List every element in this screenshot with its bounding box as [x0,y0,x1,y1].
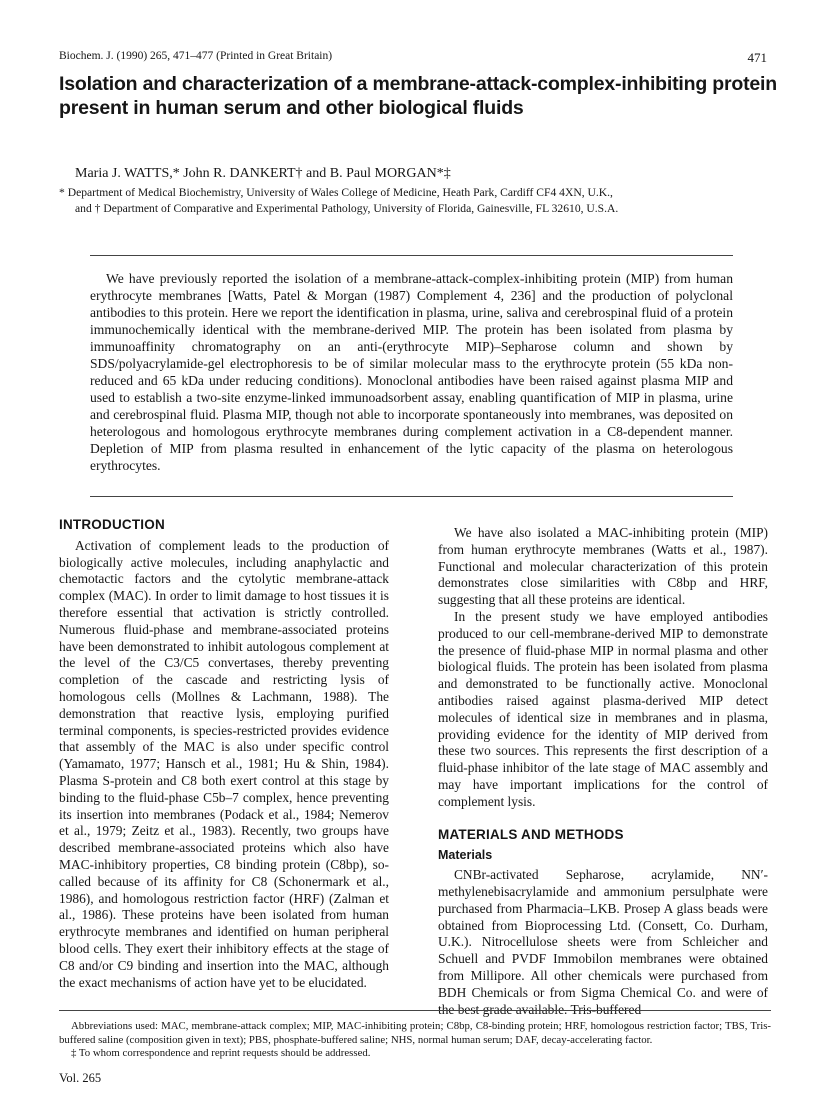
abstract-bottom-rule [90,496,733,497]
left-column [59,517,389,991]
running-header [59,50,767,66]
abstract-top-rule [90,255,733,256]
author-list: Maria J. WATTS,* John R. DANKERT† and B. Paul MORGAN*‡ [75,166,451,181]
footnote-rule [59,1010,771,1011]
materials-paragraph: CNBr-activated Sepharose, acrylamide, NN′-methylenebisacrylamide and ammonium persulphate were purchased from Pharmacia–LKB. Prosep A glass beads were obtained from Bioprocessing Ltd. (Consett, Co. Durham, U.K.). Nitrocellulose sheets were from Schleicher and Schuell and PVDF Immobilon membranes were obtained from Millipore. All other chemicals were purchased from BDH Chemicals or from Sigma Chemical Co. and were of the best grade available. Tris-buffered [438,867,768,1017]
right-paragraph-2: In the present study we have employed antibodies produced to our cell-membrane-derived MIP to demonstrate the presence of fluid-phase MIP in normal plasma and other biological fluids. The protein has been isolated from plasma and demonstrated to be functionally active. Monoclonal antibodies raised against plasma-derived MIP detect molecules of identical size in membranes and in plasma, providing evidence for the identity of MIP derived from these two sources. This represents the first description of a fluid-phase inhibitor of the late stage of MAC assembly and may have important implications for the control of complement lysis. [438,608,768,809]
affiliation-2: and † Department of Comparative and Experimental Pathology, University of Florida, Gainesville, FL 32610, U.S.A. [75,202,619,215]
affiliations [59,185,779,217]
volume-footer: Vol. 265 [59,1071,102,1085]
journal-citation: Biochem. J. (1990) 265, 471–477 (Printed in Great Britain) [59,50,333,62]
abbreviations-footnote: Abbreviations used: MAC, membrane-attack complex; MIP, MAC-inhibiting protein; C8bp, C8-binding protein; HRF, homologous restriction factor; TBS, Tris-buffered saline (composition given in text); PBS, phosphate-buffered saline; NHS, normal human serum; DAF, decay-accelerating factor. [59,1020,771,1046]
article-title: Isolation and characterization of a membrane-attack-complex-inhibiting protein present in human serum and other biological fluids [59,73,777,119]
affiliation-1: * Department of Medical Biochemistry, University of Wales College of Medicine, Heath Park, Cardiff CF4 4XN, U.K., [59,186,613,199]
right-paragraph-1: We have also isolated a MAC-inhibiting protein (MIP) from human erythrocyte membranes (Watts et al., 1987). Functional and molecular characterization of this protein demonstrates close similarities with C8bp and HRF, suggesting that all these proteins are identical. [438,525,768,608]
right-column [438,525,768,1018]
introduction-heading: INTRODUCTION [59,517,165,532]
abstract: We have previously reported the isolation of a membrane-attack-complex-inhibiting protein (MIP) from human erythrocyte membranes [Watts, Patel & Morgan (1987) Complement 4, 236] and the production of polyclonal antibodies to this protein. Here we report the identification in plasma, urine, saliva and cerebrospinal fluid of a protein immunochemically identical with the membrane-derived MIP. The protein has been isolated from plasma by immunoaffinity chromatography on an anti-(erythrocyte MIP)–Sepharose column and shown by SDS/polyacrylamide-gel electrophoresis to be of similar molecular mass to the erythrocyte protein (55 kDa non-reduced and 65 kDa under reducing conditions). Monoclonal antibodies have been raised against plasma MIP and used to establish a two-site enzyme-linked immunoadsorbent assay, enabling quantification of MIP in plasma, urine and cerebrospinal fluid. Plasma MIP, though not able to incorporate spontaneously into membranes, was deposited on heterologous and homologous erythrocyte membranes during complement activation in a C8-dependent manner. Depletion of MIP from plasma resulted in enhancement of the lytic capacity of the plasma on heterologous erythrocytes. [90,271,733,473]
footnotes [59,1020,771,1061]
methods-heading: MATERIALS AND METHODS [438,826,624,842]
introduction-paragraph: Activation of complement leads to the production of biologically active molecules, including anaphylactic and chemotactic factors and the cytolytic membrane-attack complex (MAC). In order to limit damage to host tissues it is therefore essential that activation is strictly controlled. Numerous fluid-phase and membrane-associated proteins have been demonstrated to inhibit autologous complement at the level of the C3/C5 convertases, thereby preventing completion of the cascade and restricting lysis of homologous cells (Mollnes & Lachmann, 1988). The demonstration that reactive lysis, employing purified terminal components, is species-restricted provides evidence that assembly of the MAC is also under specific control (Yamamato, 1977; Hansch et al., 1981; Hu & Shin, 1984). Plasma S-protein and C8 both exert control at this stage by binding to the fluid-phase C5b–7 complex, hence preventing its insertion into membranes (Podack et al., 1984; Nemerov et al., 1979; Zeitz et al., 1983). Recently, two groups have described membrane-associated proteins which also have MAC-inhibitory properties, C8 binding protein (C8bp), so-called because of its affinity for C8 (Schonermark et al., 1986), and homologous restriction factor (HRF) (Zalman et al., 1986). These proteins have been isolated from human erythrocyte membranes and identified on human peripheral blood cells. They exert their inhibitory effects at the stage of C8 and/or C9 binding and insertion into the MAC, although the exact mechanisms of action have yet to be elucidated. [59,537,389,990]
correspondence-footnote: ‡ To whom correspondence and reprint requests should be addressed. [71,1047,371,1059]
page-number: 471 [747,50,767,65]
materials-heading: Materials [438,848,493,863]
